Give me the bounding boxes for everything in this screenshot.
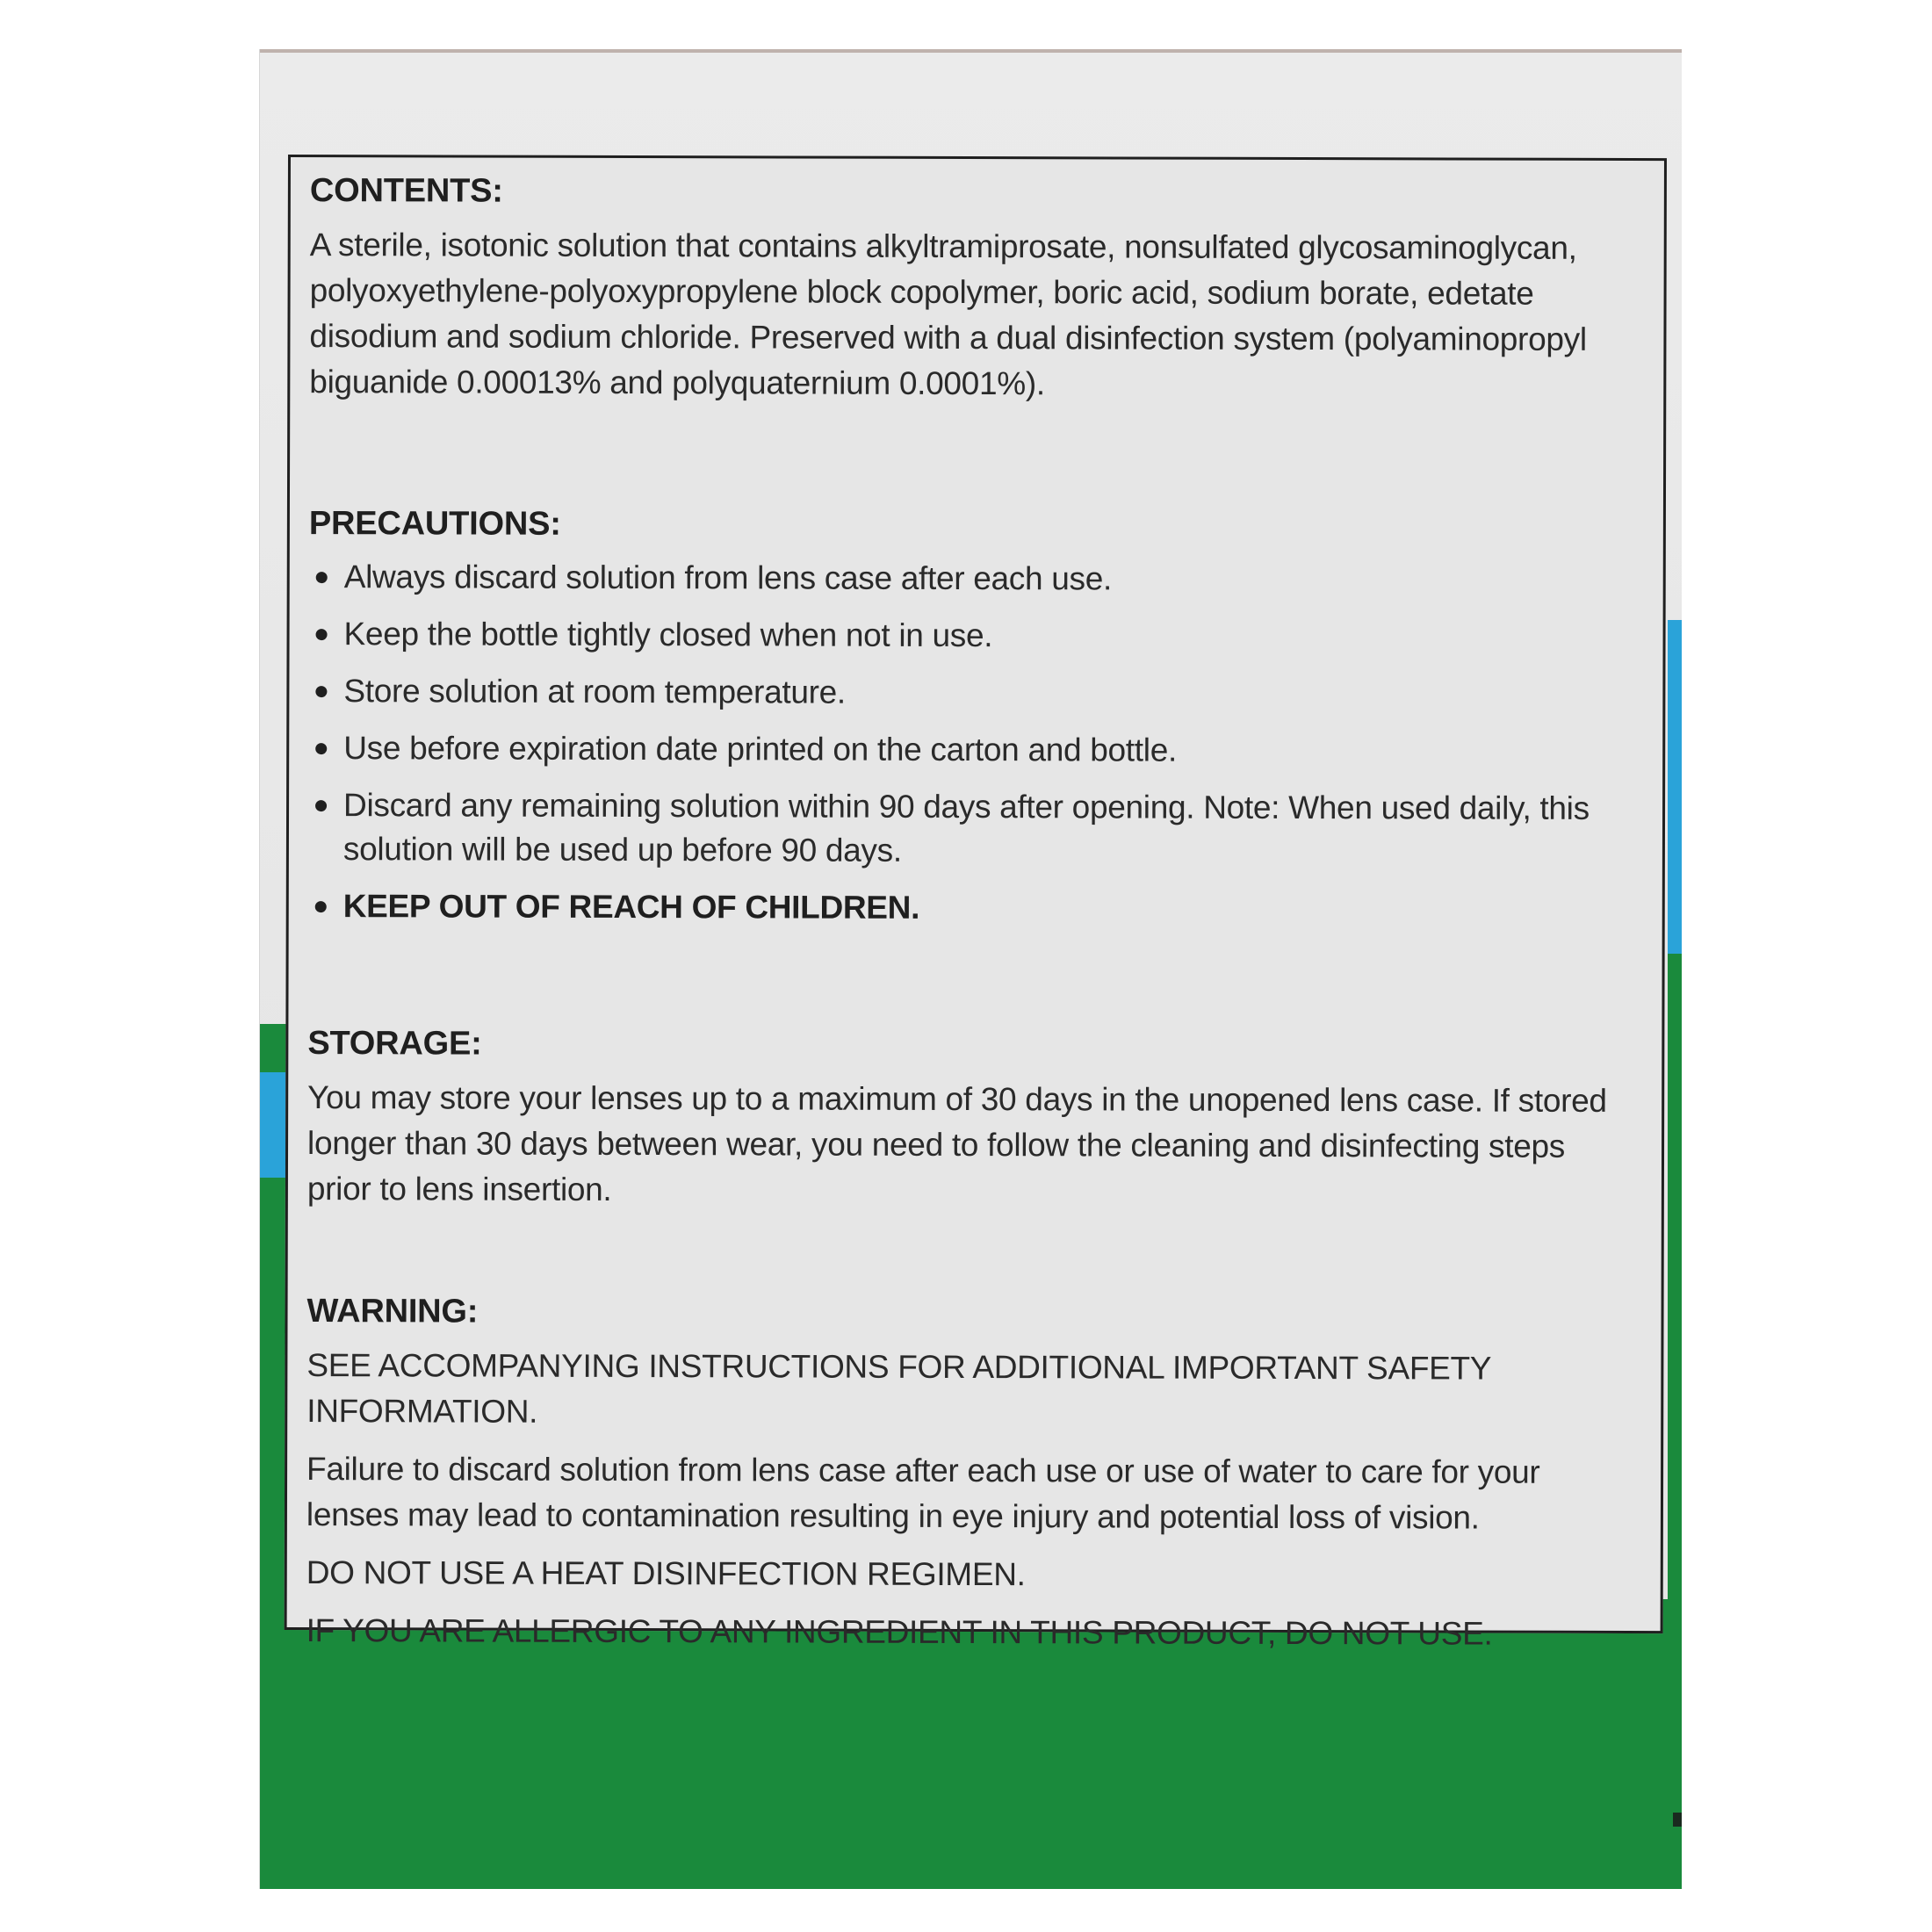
storage-section	[307, 1022, 1620, 1215]
bullet-icon	[316, 629, 328, 640]
warning-heading: WARNING:	[306, 1293, 479, 1330]
precautions-heading: PRECAUTIONS:	[308, 505, 561, 543]
warning-line: SEE ACCOMPANYING INSTRUCTIONS FOR ADDITIONAL IMPORTANT SAFETY INFORMATION.	[306, 1347, 1491, 1430]
precautions-list	[308, 555, 1621, 932]
bullet-icon	[315, 743, 327, 754]
carton-blue-graphic-right	[1668, 620, 1682, 971]
warning-line: DO NOT USE A HEAT DISINFECTION REGIMEN.	[306, 1554, 1026, 1593]
carton-blue-graphic-left	[260, 1072, 286, 1178]
precaution-item-children-warning	[308, 884, 1620, 932]
warning-line: IF YOU ARE ALLERGIC TO ANY INGREDIENT IN THIS PRODUCT, DO NOT USE.	[306, 1612, 1493, 1652]
bullet-icon	[315, 800, 327, 811]
bullet-icon	[316, 572, 328, 583]
warning-section	[306, 1290, 1618, 1669]
precaution-item	[309, 612, 1621, 660]
precaution-text: Discard any remaining solution within 90 days after opening. Note: When used daily, this solution will be used up before 90 days.	[342, 787, 1590, 869]
carton-top-edge	[260, 49, 1682, 53]
precaution-text: Use before expiration date printed on the carton and bottle.	[343, 730, 1178, 768]
precaution-text: KEEP OUT OF REACH OF CHILDREN.	[342, 888, 920, 926]
contents-section	[309, 169, 1622, 408]
bullet-icon	[315, 686, 327, 697]
bullet-icon	[315, 901, 327, 912]
warning-line: Failure to discard solution from lens case after each use or use of water to care for your lenses may lead to contamination resulting in eye injury and potential loss of vision.	[306, 1451, 1540, 1536]
info-panel	[285, 155, 1667, 1652]
precaution-text: Keep the bottle tightly closed when not in use.	[343, 616, 993, 654]
carton-green-graphic-right	[1668, 954, 1682, 1656]
precaution-text: Store solution at room temperature.	[343, 673, 846, 710]
storage-text: You may store your lenses up to a maximum of 30 days in the unopened lens case. If stored longer than 30 days between wear, you need to follow the cleaning and disinfecting steps prior to lens insertion.	[306, 1079, 1607, 1208]
precaution-item	[308, 726, 1620, 774]
precaution-text: Always discard solution from lens case after each use.	[343, 559, 1113, 597]
precaution-item	[309, 555, 1621, 602]
precaution-item	[308, 783, 1620, 875]
contents-text: A sterile, isotonic solution that contains alkyltramiprosate, nonsulfated glycosaminoglycan, polyoxyethylene-polyoxypropylene block copolymer, boric acid, sodium borate, edetate disodium and sodium chloride. Preserved with a dual disinfection system (polyaminopropyl biguanide 0.00013% and polyquaternium 0.0001%).	[309, 227, 1587, 402]
carton-print-mark	[1673, 1813, 1682, 1827]
precautions-section	[308, 502, 1621, 945]
storage-heading: STORAGE:	[307, 1025, 482, 1063]
contents-heading: CONTENTS:	[309, 172, 503, 210]
precaution-item	[308, 669, 1620, 717]
